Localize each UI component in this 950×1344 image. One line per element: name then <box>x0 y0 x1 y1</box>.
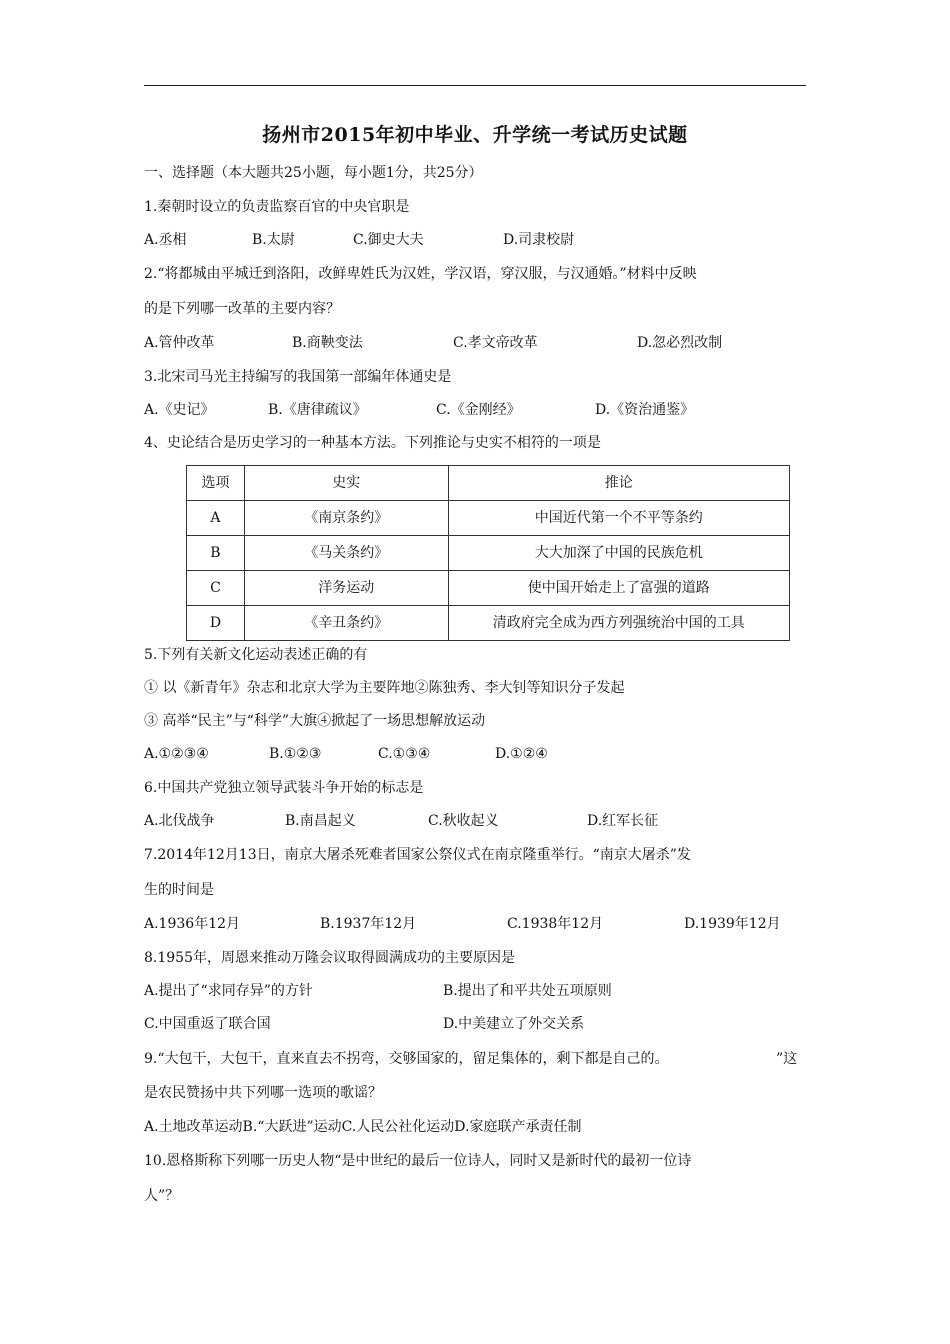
option: D.忽必烈改制 <box>637 335 723 351</box>
question-10-stem-cont: 人”？ <box>144 1188 180 1204</box>
option: D.①②④ <box>495 746 548 762</box>
table-cell: B <box>187 536 245 571</box>
question-2-stem-cont: 的是下列哪一改革的主要内容？ <box>144 301 340 317</box>
question-8-stem: 8.1955年，周恩来推动万隆会议取得圆满成功的主要原因是 <box>144 950 515 966</box>
table-cell: 洋务运动 <box>244 571 448 606</box>
option: D.《资治通鉴》 <box>595 402 695 418</box>
table-row <box>187 606 790 641</box>
option: A.管仲改革 <box>144 335 215 351</box>
table-cell: C <box>187 571 245 606</box>
option: C.中国重返了联合国 <box>144 1016 271 1032</box>
question-4-stem: 4、史论结合是历史学习的一种基本方法。下列推论与史实不相符的一项是 <box>144 435 601 451</box>
table-header: 选项 <box>187 466 245 501</box>
table-cell: 《辛丑条约》 <box>244 606 448 641</box>
table-cell: 中国近代第一个不平等条约 <box>448 501 789 536</box>
section-heading: 一、选择题（本大题共25小题，每小题1分，共25分） <box>144 165 483 181</box>
option: B.1937年12月 <box>320 916 417 932</box>
option: C.秋收起义 <box>428 813 499 829</box>
question-5-line-2: ③ 高举“民主”与“科学”大旗④掀起了一场思想解放运动 <box>144 713 486 729</box>
table-cell: 大大加深了中国的民族危机 <box>448 536 789 571</box>
question-9-stem: 9.“大包干，大包干，直来直去不拐弯，交够国家的，留足集体的，剩下都是自己的。 <box>144 1051 669 1067</box>
option: D.中美建立了外交关系 <box>443 1016 585 1032</box>
question-5-line-1: ① 以《新青年》杂志和北京大学为主要阵地②陈独秀、李大钊等知识分子发起 <box>144 680 625 696</box>
option: A.北伐战争 <box>144 813 215 829</box>
question-9-stem-end: ”这 <box>776 1051 798 1067</box>
table-row <box>187 501 790 536</box>
option: B.①②③ <box>269 746 322 762</box>
table-cell: 《南京条约》 <box>244 501 448 536</box>
option: A.提出了“求同存异”的方针 <box>144 983 313 999</box>
question-6-stem: 6.中国共产党独立领导武装斗争开始的标志是 <box>144 780 424 796</box>
option: C.1938年12月 <box>507 916 604 932</box>
option: D.红军长征 <box>587 813 659 829</box>
option: A.1936年12月 <box>144 916 241 932</box>
option: B.商鞅变法 <box>292 335 363 351</box>
option: D.1939年12月 <box>684 916 781 932</box>
table-cell: A <box>187 501 245 536</box>
question-9-options: A.土地改革运动B.“大跃进”运动C.人民公社化运动D.家庭联产承责任制 <box>144 1119 582 1135</box>
table-cell: D <box>187 606 245 641</box>
option: D.司隶校尉 <box>503 232 575 248</box>
question-2-stem: 2.“将都城由平城迁到洛阳，改鲜卑姓氏为汉姓，学汉语，穿汉服，与汉通婚。”材料中反映 <box>144 266 697 282</box>
table-cell: 《马关条约》 <box>244 536 448 571</box>
option: B.《唐律疏议》 <box>268 402 367 418</box>
question-9-stem-cont: 是农民赞扬中共下列哪一选项的歌谣？ <box>144 1085 382 1101</box>
option: A.丞相 <box>144 232 187 248</box>
question-5-stem: 5.下列有关新文化运动表述正确的有 <box>144 647 368 663</box>
header-rule <box>144 85 806 86</box>
question-3-stem: 3.北宋司马光主持编写的我国第一部编年体通史是 <box>144 369 452 385</box>
table-header: 推论 <box>448 466 789 501</box>
option: C.《金刚经》 <box>436 402 521 418</box>
table-row <box>187 536 790 571</box>
option: B.提出了和平共处五项原则 <box>443 983 612 999</box>
table-header-row <box>187 466 790 501</box>
table-header: 史实 <box>244 466 448 501</box>
option: A.《史记》 <box>144 402 215 418</box>
question-7-stem-cont: 生的时间是 <box>144 882 214 898</box>
option: C.孝文帝改革 <box>453 335 538 351</box>
option: B.太尉 <box>252 232 295 248</box>
table-cell: 使中国开始走上了富强的道路 <box>448 571 789 606</box>
question-1-stem: 1.秦朝时设立的负责监察百官的中央官职是 <box>144 199 410 215</box>
question-7-stem: 7.2014年12月13日，南京大屠杀死难者国家公祭仪式在南京隆重举行。“南京大屠杀”发 <box>144 847 691 863</box>
history-table <box>186 465 790 641</box>
option: A.①②③④ <box>144 746 209 762</box>
option: C.①③④ <box>378 746 431 762</box>
option: B.南昌起义 <box>285 813 356 829</box>
page-title: 扬州市2015年初中毕业、升学统一考试历史试题 <box>262 124 688 146</box>
question-10-stem: 10.恩格斯称下列哪一历史人物“是中世纪的最后一位诗人，同时又是新时代的最初一位诗 <box>144 1153 692 1169</box>
option: C.御史大夫 <box>353 232 424 248</box>
table-cell: 清政府完全成为西方列强统治中国的工具 <box>448 606 789 641</box>
table-row <box>187 571 790 606</box>
